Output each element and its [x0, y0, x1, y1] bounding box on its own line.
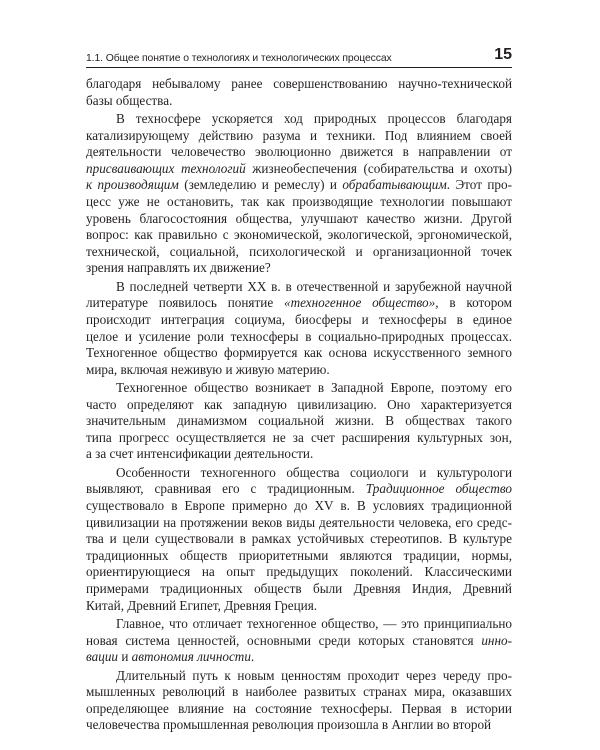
page-header [86, 45, 512, 68]
text-line [86, 717, 512, 734]
text-line [86, 279, 512, 296]
text-run: (земледелию и ремеслу) и [178, 177, 343, 193]
text-run: целое и усиление роли техносферы в социально-природных процессах. [86, 328, 512, 344]
text-line [86, 616, 512, 633]
text-line [86, 668, 512, 685]
text-run: . [250, 649, 255, 665]
text-line [86, 531, 512, 548]
paragraph [86, 279, 512, 379]
text-run: благодаря небывалому ранее совершенствованию научно-технической [86, 76, 512, 91]
text-run: выявляют, сравнивая его с традиционным. [86, 481, 366, 497]
text-line [86, 227, 512, 244]
text-run: мышленных революций в наиболее развитых странах мира, оказавших [86, 684, 512, 700]
text-run: жизнеобеспечения (собирательства и охоты) [245, 160, 512, 176]
text-run: литературе появилось понятие [86, 295, 284, 311]
text-line [86, 649, 512, 666]
text-run: базы общества. [86, 92, 173, 108]
text-line [86, 581, 512, 598]
text-run: мира, включая неживую и живую материю. [86, 361, 330, 377]
italic-term: автономия личности [131, 649, 251, 665]
paragraph [86, 380, 512, 463]
text-line [86, 598, 512, 615]
text-line [86, 177, 512, 194]
text-line [86, 161, 512, 178]
text-line [86, 498, 512, 515]
text-run: происходит интеграция социума, биосферы и техносферы в единое [86, 311, 512, 327]
text-run: Техногенное общество возникает в Западной Европе, поэтому его [116, 380, 512, 396]
text-line [86, 548, 512, 565]
text-run: существовало в Европе примерно до XV в. В условиях традиционной [86, 498, 512, 514]
text-line [86, 295, 512, 312]
text-line [86, 244, 512, 261]
text-run: тва и цели существовали в рамках устойчивых стереотипов. В культуре [86, 531, 512, 547]
text-line [86, 128, 512, 145]
text-line [86, 380, 512, 397]
text-line [86, 481, 512, 498]
text-line [86, 111, 512, 128]
text-run: и [118, 649, 132, 665]
text-run: новая система ценностей, основными среди которых становятся [86, 632, 482, 648]
italic-term: присваивающих технологий [86, 160, 246, 176]
text-run: Техногенное общество формируется как основа искусственного земного [86, 345, 512, 361]
text-line [86, 260, 512, 277]
paragraph [86, 465, 512, 614]
text-line [86, 345, 512, 362]
text-line [86, 194, 512, 211]
italic-term: к производящим [86, 177, 179, 193]
text-line [86, 76, 512, 93]
text-run: определяющее влияние на состояние техносферы. Первая в истории [86, 700, 512, 716]
text-line [86, 515, 512, 532]
text-run: цесс уже не остановить, так как производящие технологии повышают [86, 193, 512, 209]
text-run: уровень благосостояния общества, улучшают качество жизни. Другой [86, 210, 512, 226]
text-line [86, 329, 512, 346]
text-run: Длительный путь к новым ценностям проходит через череду про- [116, 667, 512, 683]
text-line [86, 465, 512, 482]
italic-term: вации [86, 649, 119, 665]
italic-term: обрабатывающим [342, 177, 447, 193]
text-run: а за счет интенсификации деятельности. [86, 446, 314, 462]
running-head: 1.1. Общее понятие о технологиях и технологических процессах [86, 53, 392, 64]
text-run: , в котором [435, 295, 512, 311]
paragraph [86, 616, 512, 666]
text-run: деятельности человечество эволюционно движется в направлении от [86, 144, 512, 160]
text-run: В техносфере ускоряется ход природных процессов благодаря [116, 110, 512, 126]
text-run: вопрос: как правильно с экономической, экологической, эргономической, [86, 227, 512, 243]
text-run: технической, социальной, психологической и организационной точек [86, 243, 512, 259]
text-line [86, 684, 512, 701]
italic-term: «техногенное общество» [283, 295, 436, 311]
text-run: Главное, что отличает техногенное общество, — это принципиально [116, 615, 512, 631]
italic-term: инно- [481, 632, 512, 648]
italic-term: Традиционное общество [365, 481, 512, 497]
page-number: 15 [494, 46, 512, 63]
text-line [86, 446, 512, 463]
text-line [86, 564, 512, 581]
text-run: катализирующему действию разума и техники. Под влиянием своей [86, 127, 512, 143]
text-run: значительным динамизмом социальной жизни. В обществах такого [86, 413, 512, 429]
text-run: цивилизации на протяжении веков виды деятельности человека, его средс- [86, 514, 512, 530]
text-run: Китай, Древний Египет, Древняя Греция. [86, 597, 318, 613]
text-run: . Этот про- [446, 177, 512, 193]
text-run: человечества промышленная революция произошла в Англии во второй [86, 717, 492, 733]
text-line [86, 413, 512, 430]
text-line [86, 211, 512, 228]
text-line [86, 701, 512, 718]
text-run: Особенности техногенного общества социологи и культурологи [116, 464, 512, 480]
text-line [86, 397, 512, 414]
text-run: примерами традиционных обществ были Древняя Индия, Древний [86, 581, 512, 596]
text-run: типа прогресс осуществляется не за счет расширения культурных зон, [86, 429, 512, 445]
text-line [86, 312, 512, 329]
text-line [86, 144, 512, 161]
body-text [86, 76, 512, 734]
text-line [86, 93, 512, 110]
text-run: часто определяют как западную цивилизацию. Оно характеризуется [86, 396, 512, 412]
text-line [86, 362, 512, 379]
paragraph [86, 76, 512, 109]
text-run: традиционных обществ приоритетными являются традиции, нормы, [86, 547, 512, 563]
text-run: В последней четверти XX в. в отечественной и зарубежной научной [116, 278, 512, 294]
text-line [86, 430, 512, 447]
text-run: ориентирующиеся на опыт предыдущих поколений. Классическими [86, 564, 512, 580]
paragraph [86, 668, 512, 734]
text-run: зрения направлять их движение? [86, 260, 271, 276]
paragraph [86, 111, 512, 277]
text-line [86, 633, 512, 650]
